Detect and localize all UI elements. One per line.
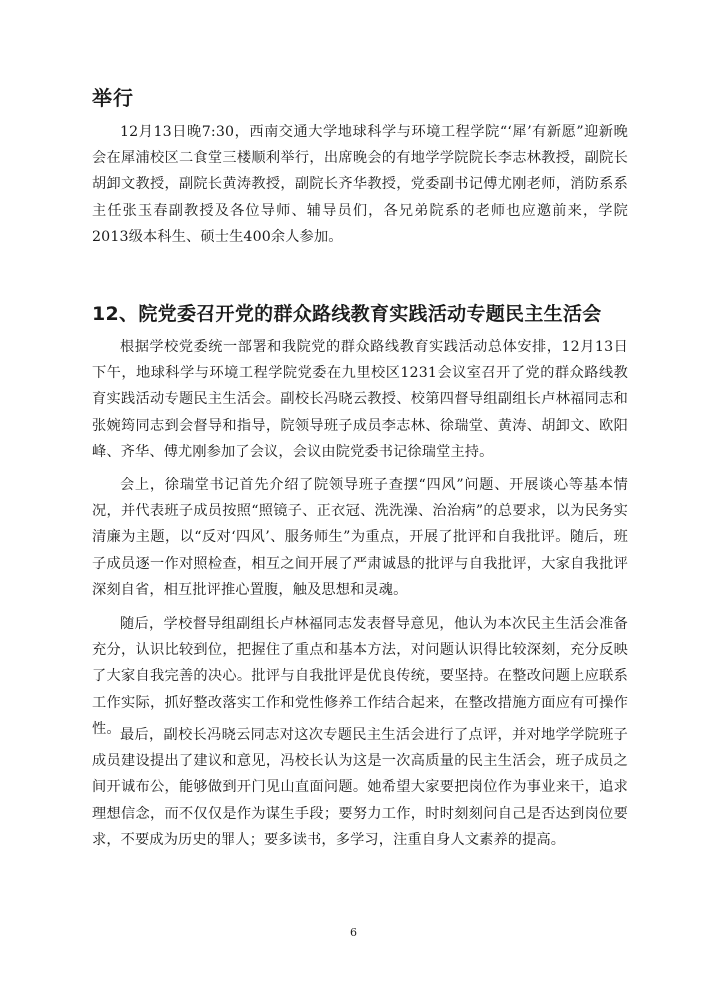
section-paragraph-3: 随后，学校督导组副组长卢林福同志发表督导意见，他认为本次民主生活会准备充分，认识比较到位，把握住了重点和基本方法，对问题认识得比较深刻，充分反映了大家自我完善的决心。批评与自我批评是优良传统，要坚持。在整改问题上应联系工作实际，抓好整改落实工作和党性修养工作结合起来，在整改措施方面应有可操作性。 [92, 616, 628, 737]
section-title: 12、院党委召开党的群众路线教育实践活动专题民主生活会 [92, 303, 602, 325]
event-paragraph: 12月13日晚7:30，西南交通大学地球科学与环境工程学院“‘犀’有新愿”迎新晚会在犀浦校区二食堂三楼顺利举行，出席晚会的有地学学院院长李志林教授，副院长胡卸文教授，副院长黄涛教授，副院长齐华教授，党委副书记傅尤刚老师，消防系系主任张玉春副教授及各位导师、辅导员们，各兄弟院系的老师也应邀前来，学院2013级本科生、硕士生400余人参加。 [92, 124, 628, 245]
continued-heading: 举行 [92, 86, 134, 110]
section-paragraph-2: 会上，徐瑞堂书记首先介绍了院领导班子查摆“四风”问题、开展谈心等基本情况，并代表班子成员按照“照镜子、正衣冠、洗洗澡、治治病”的总要求，以为民务实清廉为主题，以“反对‘四风’、服务师生”为重点，开展了批评和自我批评。随后，班子成员逐一作对照检查，相互之间开展了严肃诚恳的批评与自我批评，大家自我批评深刻自省，相互批评推心置腹，触及思想和灵魂。 [92, 477, 628, 598]
section-paragraph-1: 根据学校党委统一部署和我院党的群众路线教育实践活动总体安排，12月13日下午，地球科学与环境工程学院党委在九里校区1231会议室召开了党的群众路线教育实践活动专题民主生活会。副校长冯晓云教授、校第四督导组副组长卢林福同志和张婉筠同志到会督导和指导，院领导班子成员李志林、徐瑞堂、黄涛、胡卸文、欧阳峰、齐华、傅尤刚参加了会议，会议由院党委书记徐瑞堂主持。 [92, 339, 628, 460]
page-number: 6 [350, 926, 357, 939]
section-paragraph-4: 最后，副校长冯晓云同志对这次专题民主生活会进行了点评，并对地学学院班子成员建设提出了建议和意见，冯校长认为这是一次高质量的民主生活会，班子成员之间开诚布公，能够做到开门见山直面问题。她希望大家要把岗位作为事业来干，追求理想信念，而不仅仅是作为谋生手段；要努力工作，时时刻刻问自己是否达到岗位要求，不要成为历史的罪人；要多读书，多学习，注重自身人文素养的提高。 [92, 727, 628, 848]
